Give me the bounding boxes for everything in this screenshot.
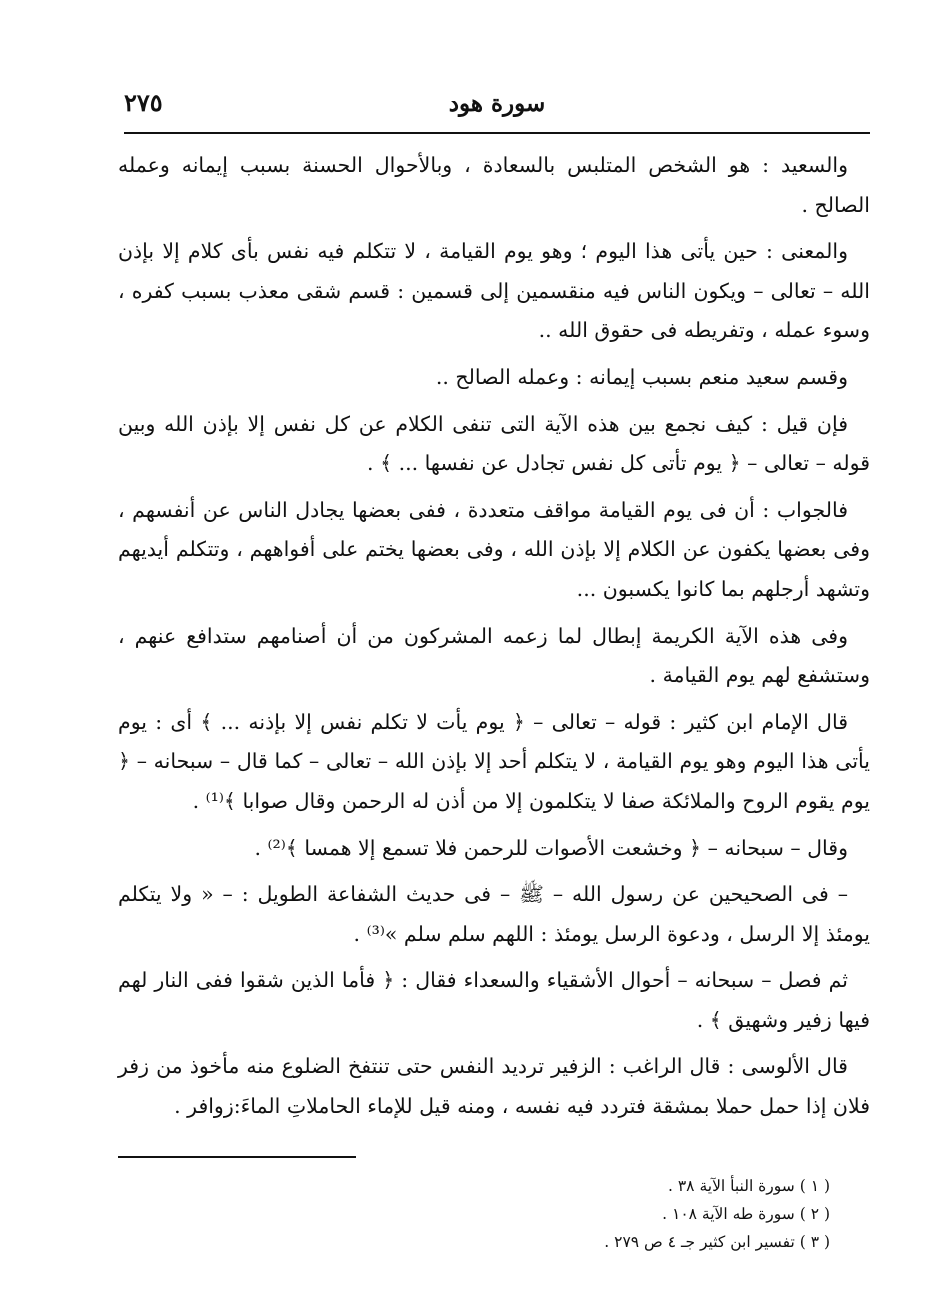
paragraph: – فى الصحيحين عن رسول الله – ﷺ – فى حديث الشفاعة الطويل : – « ولا يتكلم يومئذ إلا الرسل ، ودعوة الرسل يومئذ : اللهم سلم سلم »⁽³⁾ .	[118, 882, 870, 946]
paragraph: والسعيد : هو الشخص المتلبس بالسعادة ، وبالأحوال الحسنة بسبب إيمانه وعمله الصالح .	[118, 153, 870, 217]
surah-title: سورة هود	[448, 90, 546, 117]
paragraph: فالجواب : أن فى يوم القيامة مواقف متعددة ، ففى بعضها يجادل الناس عن أنفسهم ، وفى بعضها يكفون عن الكلام إلا بإذن الله ، وفى بعضها يختم على أفواههم ، وتتكلم أيديهم وتشهد أرجلهم بما كانوا يكسبون ...	[118, 497, 870, 601]
footnote: ( ٢ ) سورة طه الآية ١٠٨ .	[662, 1205, 830, 1223]
paragraph: ثم فصل – سبحانه – أحوال الأشقياء والسعداء فقال : ﴿ فأما الذين شقوا ففى النار لهم فيها زفير وشهيق ﴾ .	[118, 968, 870, 1032]
paragraph: وقسم سعيد منعم بسبب إيمانه : وعمله الصالح ..	[435, 364, 848, 389]
paragraph: وفى هذه الآية الكريمة إبطال لما زعمه المشركون من أن أصنامهم ستدافع عنهم ، وستشفع لهم يوم القيامة .	[118, 623, 870, 688]
page-header	[124, 86, 870, 134]
paragraph: فإن قيل : كيف نجمع بين هذه الآية التى تنفى الكلام عن كل نفس إلا بإذن الله وبين قوله – تعالى – ﴿ يوم تأتى كل نفس تجادل عن نفسها ... ﴾ .	[118, 411, 870, 476]
paragraph: والمعنى : حين يأتى هذا اليوم ؛ وهو يوم القيامة ، لا تتكلم فيه نفس بأى كلام إلا بإذن الله – تعالى – ويكون الناس فيه منقسمين إلى قسمين : قسم شقى معذب بسبب كفره ، وسوء عمله ، وتفريطه فى حقوق الله ..	[118, 239, 870, 343]
footnotes	[350, 1172, 830, 1256]
footnote: ( ١ ) سورة النبأ الآية ٣٨ .	[668, 1177, 830, 1195]
footnote: ( ٣ ) تفسير ابن كثير جـ ٤ ص ٢٧٩ .	[604, 1233, 830, 1251]
main-text	[118, 146, 870, 1134]
page-number: ٢٧٥	[124, 88, 163, 117]
paragraph: وقال – سبحانه – ﴿ وخشعت الأصوات للرحمن فلا تسمع إلا همسا ﴾⁽²⁾ .	[254, 835, 848, 860]
paragraph: قال الإمام ابن كثير : قوله – تعالى – ﴿ يوم يأت لا تكلم نفس إلا بإذنه ... ﴾ أى : يوم يأتى هذا اليوم وهو يوم القيامة ، لا يتكلم أحد إلا بإذن الله – تعالى – كما قال – سبحانه – ﴿ يوم يقوم الروح والملائكة صفا لا يتكلمون إلا من أذن له الرحمن وقال صوابا ﴾⁽¹⁾ .	[118, 709, 870, 813]
paragraph: قال الألوسى : قال الراغب : الزفير ترديد النفس حتى تنتفخ الضلوع منه مأخوذ من زفر فلان إذا حمل حملا بمشقة فتردد فيه نفسه ، ومنه قيل للإماء الحاملاتِ الماءَ:زوافر .	[118, 1054, 870, 1119]
footnote-divider	[118, 1156, 356, 1158]
